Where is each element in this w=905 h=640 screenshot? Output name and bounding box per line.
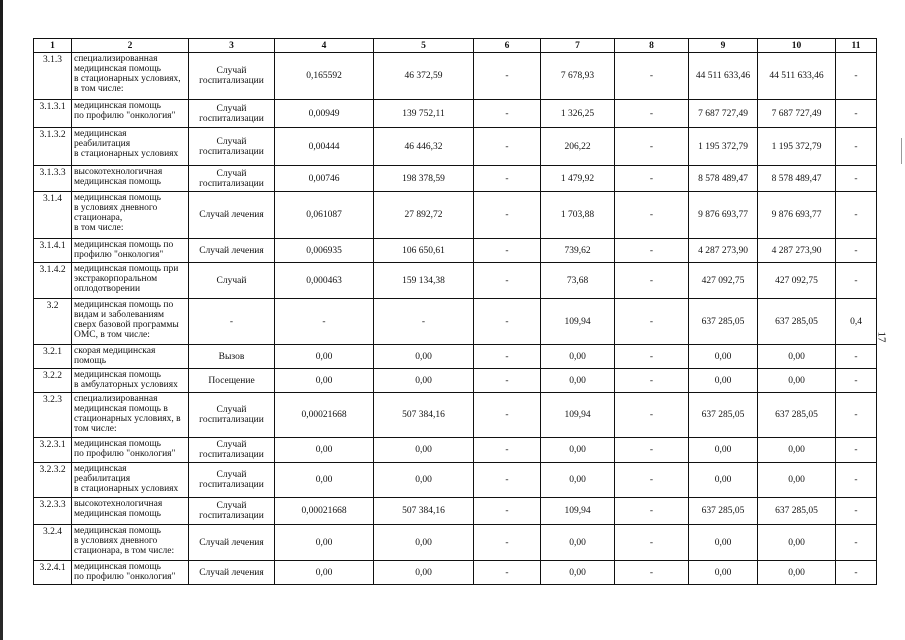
value-cell-col-7: 109,94 xyxy=(541,299,615,345)
value-cell-col-8: - xyxy=(615,239,689,263)
value-cell-col-6: - xyxy=(474,53,541,100)
value-cell-col-10: 427 092,75 xyxy=(758,263,836,299)
table-header xyxy=(34,39,877,53)
item-number-cell: 3.1.3.3 xyxy=(34,166,72,192)
value-cell-col-6: - xyxy=(474,498,541,525)
value-cell-col-5: 0,00 xyxy=(374,561,474,585)
value-cell-col-11: - xyxy=(836,263,877,299)
column-header-11: 11 xyxy=(836,39,877,53)
data-table xyxy=(33,38,877,585)
table-row xyxy=(34,100,877,128)
description-cell: медицинская помощь по профилю "онкология" xyxy=(72,100,189,128)
value-cell-col-10: 0,00 xyxy=(758,525,836,561)
value-cell-col-10: 637 285,05 xyxy=(758,393,836,438)
value-cell-col-8: - xyxy=(615,100,689,128)
item-number-cell: 3.1.3.1 xyxy=(34,100,72,128)
unit-cell: Случай госпитализации xyxy=(189,100,275,128)
value-cell-col-9: 637 285,05 xyxy=(689,299,758,345)
value-cell-col-7: 0,00 xyxy=(541,369,615,393)
value-cell-col-10: 0,00 xyxy=(758,345,836,369)
value-cell-col-5: 46 372,59 xyxy=(374,53,474,100)
value-cell-col-10: 8 578 489,47 xyxy=(758,166,836,192)
unit-cell: Вызов xyxy=(189,345,275,369)
value-cell-col-5: 0,00 xyxy=(374,438,474,463)
item-number-cell: 3.2.2 xyxy=(34,369,72,393)
value-cell-col-11: - xyxy=(836,561,877,585)
value-cell-col-8: - xyxy=(615,263,689,299)
column-header-9: 9 xyxy=(689,39,758,53)
value-cell-col-6: - xyxy=(474,463,541,498)
value-cell-col-11: - xyxy=(836,438,877,463)
value-cell-col-9: 0,00 xyxy=(689,561,758,585)
value-cell-col-10: 1 195 372,79 xyxy=(758,128,836,166)
item-number-cell: 3.2 xyxy=(34,299,72,345)
value-cell-col-6: - xyxy=(474,299,541,345)
value-cell-col-10: 0,00 xyxy=(758,561,836,585)
value-cell-col-8: - xyxy=(615,166,689,192)
value-cell-col-9: 0,00 xyxy=(689,525,758,561)
column-header-4: 4 xyxy=(275,39,374,53)
value-cell-col-5: 159 134,38 xyxy=(374,263,474,299)
value-cell-col-11: - xyxy=(836,525,877,561)
value-cell-col-6: - xyxy=(474,525,541,561)
value-cell-col-4: 0,000463 xyxy=(275,263,374,299)
unit-cell: Посещение xyxy=(189,369,275,393)
description-cell: специализированная медицинская помощь в стационарных условиях, в том числе: xyxy=(72,393,189,438)
value-cell-col-4: 0,00949 xyxy=(275,100,374,128)
value-cell-col-7: 7 678,93 xyxy=(541,53,615,100)
value-cell-col-7: 739,62 xyxy=(541,239,615,263)
table-row xyxy=(34,561,877,585)
description-cell: специализированная медицинская помощь в стационарных условиях, в том числе: xyxy=(72,53,189,100)
value-cell-col-10: 0,00 xyxy=(758,438,836,463)
value-cell-col-9: 637 285,05 xyxy=(689,498,758,525)
item-number-cell: 3.1.3 xyxy=(34,53,72,100)
value-cell-col-9: 7 687 727,49 xyxy=(689,100,758,128)
value-cell-col-9: 0,00 xyxy=(689,345,758,369)
value-cell-col-9: 0,00 xyxy=(689,369,758,393)
value-cell-col-10: 4 287 273,90 xyxy=(758,239,836,263)
value-cell-col-11: - xyxy=(836,166,877,192)
value-cell-col-6: - xyxy=(474,393,541,438)
value-cell-col-9: 44 511 633,46 xyxy=(689,53,758,100)
value-cell-col-7: 73,68 xyxy=(541,263,615,299)
value-cell-col-4: 0,00 xyxy=(275,369,374,393)
table-row xyxy=(34,463,877,498)
description-cell: медицинская помощь по профилю "онкология" xyxy=(72,561,189,585)
description-cell: скорая медицинская помощь xyxy=(72,345,189,369)
column-header-1: 1 xyxy=(34,39,72,53)
item-number-cell: 3.2.3.1 xyxy=(34,438,72,463)
value-cell-col-10: 9 876 693,77 xyxy=(758,192,836,239)
value-cell-col-4: 0,00021668 xyxy=(275,393,374,438)
value-cell-col-4: 0,00 xyxy=(275,463,374,498)
description-cell: медицинская помощь по профилю "онкология" xyxy=(72,438,189,463)
item-number-cell: 3.1.3.2 xyxy=(34,128,72,166)
value-cell-col-9: 9 876 693,77 xyxy=(689,192,758,239)
table-row xyxy=(34,192,877,239)
column-header-6: 6 xyxy=(474,39,541,53)
column-header-8: 8 xyxy=(615,39,689,53)
value-cell-col-7: 1 479,92 xyxy=(541,166,615,192)
value-cell-col-10: 0,00 xyxy=(758,463,836,498)
table-row xyxy=(34,263,877,299)
value-cell-col-5: 27 892,72 xyxy=(374,192,474,239)
table-body xyxy=(34,53,877,585)
value-cell-col-8: - xyxy=(615,128,689,166)
value-cell-col-8: - xyxy=(615,438,689,463)
unit-cell: Случай xyxy=(189,263,275,299)
unit-cell: Случай госпитализации xyxy=(189,128,275,166)
value-cell-col-8: - xyxy=(615,393,689,438)
unit-cell: Случай госпитализации xyxy=(189,438,275,463)
item-number-cell: 3.2.4 xyxy=(34,525,72,561)
table-row xyxy=(34,345,877,369)
value-cell-col-5: 0,00 xyxy=(374,463,474,498)
value-cell-col-4: 0,00444 xyxy=(275,128,374,166)
value-cell-col-9: 637 285,05 xyxy=(689,393,758,438)
scan-mark xyxy=(901,138,902,164)
value-cell-col-4: 0,165592 xyxy=(275,53,374,100)
item-number-cell: 3.1.4 xyxy=(34,192,72,239)
value-cell-col-8: - xyxy=(615,498,689,525)
item-number-cell: 3.2.3.2 xyxy=(34,463,72,498)
description-cell: медицинская помощь по видам и заболеваниям сверх базовой программы ОМС, в том числе: xyxy=(72,299,189,345)
column-header-2: 2 xyxy=(72,39,189,53)
value-cell-col-7: 109,94 xyxy=(541,393,615,438)
value-cell-col-6: - xyxy=(474,438,541,463)
value-cell-col-8: - xyxy=(615,345,689,369)
value-cell-col-6: - xyxy=(474,561,541,585)
value-cell-col-11: - xyxy=(836,369,877,393)
description-cell: высокотехнологичная медицинская помощь xyxy=(72,166,189,192)
value-cell-col-5: 0,00 xyxy=(374,345,474,369)
table-row xyxy=(34,299,877,345)
value-cell-col-8: - xyxy=(615,463,689,498)
value-cell-col-7: 206,22 xyxy=(541,128,615,166)
value-cell-col-7: 1 326,25 xyxy=(541,100,615,128)
value-cell-col-5: 0,00 xyxy=(374,369,474,393)
value-cell-col-5: 46 446,32 xyxy=(374,128,474,166)
value-cell-col-11: - xyxy=(836,393,877,438)
item-number-cell: 3.1.4.2 xyxy=(34,263,72,299)
value-cell-col-7: 109,94 xyxy=(541,498,615,525)
value-cell-col-6: - xyxy=(474,369,541,393)
value-cell-col-6: - xyxy=(474,239,541,263)
unit-cell: Случай лечения xyxy=(189,192,275,239)
value-cell-col-9: 1 195 372,79 xyxy=(689,128,758,166)
value-cell-col-11: - xyxy=(836,53,877,100)
item-number-cell: 3.2.3 xyxy=(34,393,72,438)
description-cell: медицинская помощь по профилю "онкология" xyxy=(72,239,189,263)
description-cell: медицинская помощь в условиях дневного стационара, в том числе: xyxy=(72,525,189,561)
column-header-5: 5 xyxy=(374,39,474,53)
value-cell-col-4: 0,00 xyxy=(275,345,374,369)
item-number-cell: 3.2.1 xyxy=(34,345,72,369)
value-cell-col-6: - xyxy=(474,192,541,239)
description-cell: медицинская реабилитация в стационарных условиях xyxy=(72,128,189,166)
value-cell-col-5: 507 384,16 xyxy=(374,498,474,525)
value-cell-col-9: 427 092,75 xyxy=(689,263,758,299)
value-cell-col-4: 0,00 xyxy=(275,438,374,463)
value-cell-col-11: - xyxy=(836,128,877,166)
value-cell-col-6: - xyxy=(474,166,541,192)
description-cell: высокотехнологичная медицинская помощь xyxy=(72,498,189,525)
value-cell-col-4: 0,061087 xyxy=(275,192,374,239)
value-cell-col-4: 0,00746 xyxy=(275,166,374,192)
item-number-cell: 3.2.3.3 xyxy=(34,498,72,525)
table-row xyxy=(34,128,877,166)
unit-cell: - xyxy=(189,299,275,345)
value-cell-col-6: - xyxy=(474,345,541,369)
value-cell-col-4: 0,00 xyxy=(275,561,374,585)
unit-cell: Случай лечения xyxy=(189,239,275,263)
value-cell-col-8: - xyxy=(615,53,689,100)
unit-cell: Случай госпитализации xyxy=(189,166,275,192)
value-cell-col-9: 0,00 xyxy=(689,438,758,463)
value-cell-col-8: - xyxy=(615,192,689,239)
value-cell-col-8: - xyxy=(615,369,689,393)
page-number: 17 xyxy=(875,331,888,343)
value-cell-col-5: 139 752,11 xyxy=(374,100,474,128)
value-cell-col-11: - xyxy=(836,463,877,498)
value-cell-col-6: - xyxy=(474,263,541,299)
value-cell-col-4: 0,00 xyxy=(275,525,374,561)
value-cell-col-11: - xyxy=(836,498,877,525)
value-cell-col-9: 4 287 273,90 xyxy=(689,239,758,263)
value-cell-col-7: 1 703,88 xyxy=(541,192,615,239)
value-cell-col-11: - xyxy=(836,239,877,263)
value-cell-col-7: 0,00 xyxy=(541,438,615,463)
column-header-7: 7 xyxy=(541,39,615,53)
value-cell-col-10: 44 511 633,46 xyxy=(758,53,836,100)
value-cell-col-4: 0,006935 xyxy=(275,239,374,263)
value-cell-col-8: - xyxy=(615,525,689,561)
unit-cell: Случай госпитализации xyxy=(189,498,275,525)
header-row xyxy=(34,39,877,53)
value-cell-col-5: 198 378,59 xyxy=(374,166,474,192)
description-cell: медицинская реабилитация в стационарных условиях xyxy=(72,463,189,498)
value-cell-col-7: 0,00 xyxy=(541,525,615,561)
unit-cell: Случай госпитализации xyxy=(189,463,275,498)
value-cell-col-10: 7 687 727,49 xyxy=(758,100,836,128)
value-cell-col-11: - xyxy=(836,345,877,369)
table-row xyxy=(34,166,877,192)
value-cell-col-11: - xyxy=(836,192,877,239)
table-row xyxy=(34,53,877,100)
value-cell-col-11: - xyxy=(836,100,877,128)
value-cell-col-7: 0,00 xyxy=(541,561,615,585)
value-cell-col-10: 0,00 xyxy=(758,369,836,393)
item-number-cell: 3.2.4.1 xyxy=(34,561,72,585)
value-cell-col-11: 0,4 xyxy=(836,299,877,345)
scan-edge xyxy=(0,0,3,640)
table-row xyxy=(34,239,877,263)
description-cell: медицинская помощь при экстракорпоральном оплодотворении xyxy=(72,263,189,299)
description-cell: медицинская помощь в условиях дневного стационара, в том числе: xyxy=(72,192,189,239)
table-row xyxy=(34,498,877,525)
item-number-cell: 3.1.4.1 xyxy=(34,239,72,263)
unit-cell: Случай лечения xyxy=(189,561,275,585)
table-row xyxy=(34,438,877,463)
value-cell-col-4: 0,00021668 xyxy=(275,498,374,525)
value-cell-col-10: 637 285,05 xyxy=(758,498,836,525)
table-row xyxy=(34,393,877,438)
value-cell-col-5: 507 384,16 xyxy=(374,393,474,438)
table-row xyxy=(34,369,877,393)
value-cell-col-5: - xyxy=(374,299,474,345)
value-cell-col-9: 8 578 489,47 xyxy=(689,166,758,192)
value-cell-col-5: 106 650,61 xyxy=(374,239,474,263)
value-cell-col-8: - xyxy=(615,299,689,345)
unit-cell: Случай госпитализации xyxy=(189,53,275,100)
value-cell-col-7: 0,00 xyxy=(541,345,615,369)
value-cell-col-4: - xyxy=(275,299,374,345)
value-cell-col-6: - xyxy=(474,128,541,166)
value-cell-col-9: 0,00 xyxy=(689,463,758,498)
value-cell-col-10: 637 285,05 xyxy=(758,299,836,345)
value-cell-col-7: 0,00 xyxy=(541,463,615,498)
description-cell: медицинская помощь в амбулаторных условиях xyxy=(72,369,189,393)
value-cell-col-6: - xyxy=(474,100,541,128)
value-cell-col-5: 0,00 xyxy=(374,525,474,561)
unit-cell: Случай лечения xyxy=(189,525,275,561)
column-header-3: 3 xyxy=(189,39,275,53)
table-row xyxy=(34,525,877,561)
value-cell-col-8: - xyxy=(615,561,689,585)
unit-cell: Случай госпитализации xyxy=(189,393,275,438)
column-header-10: 10 xyxy=(758,39,836,53)
